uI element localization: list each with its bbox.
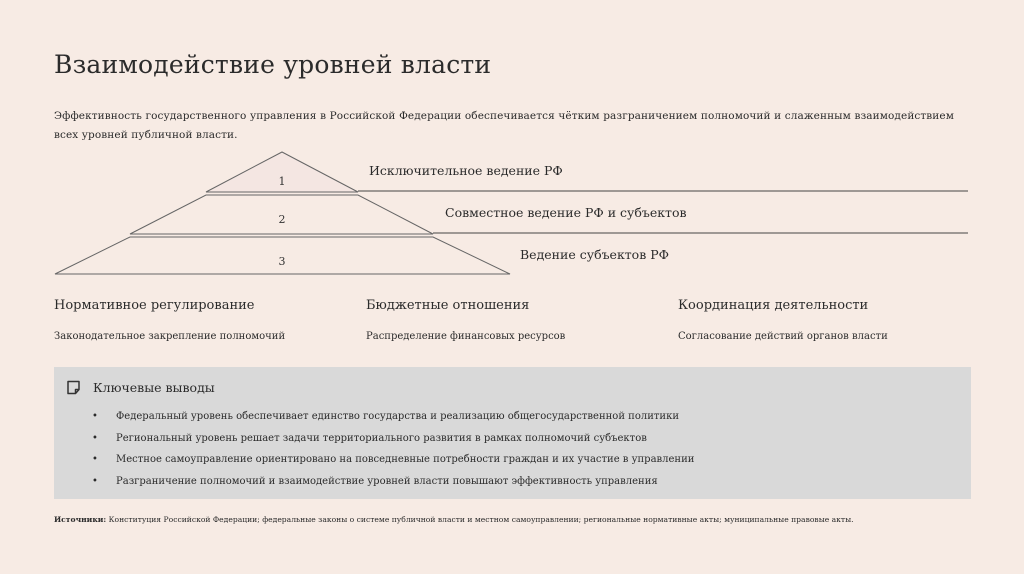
intro-paragraph: Эффективность государственного управления в Российской Федерации обеспечивается чётким разграничением полномочий и слаженным взаимодействием всех уровней публичной власти. [54,110,954,141]
key-findings-title: Ключевые выводы [93,380,215,395]
key-findings-header [66,380,215,395]
level-1-label: Исключительное ведение РФ [369,163,563,178]
tier-3-number: 3 [278,255,286,268]
column-coordination [678,298,978,342]
list-item: • Федеральный уровень обеспечивает единство государства и реализацию общегосударственной политики [92,411,679,422]
column-text: Законодательное закрепление полномочий [54,331,286,342]
list-item: • Местное самоуправление ориентировано на повседневные потребности граждан и их участие в управлении [92,454,695,465]
list-item-text: Федеральный уровень обеспечивает единство государства и реализацию общегосударственной политики [116,411,679,422]
note-icon [66,380,81,395]
list-item-text: Разграничение полномочий и взаимодействие уровней власти повышают эффективность управления [116,475,658,487]
sources-text: Конституция Российской Федерации; федеральные законы о системе публичной власти и местном самоуправлении; региональные нормативные акты; муниципальные правовые акты. [108,515,854,524]
key-findings-panel [54,367,971,499]
key-findings-list [92,411,694,497]
tier-1-number: 1 [278,175,286,188]
column-heading: Нормативное регулирование [54,298,255,313]
level-2-label: Совместное ведение РФ и субъектов [445,205,687,220]
column-budget [366,298,666,342]
column-heading: Координация деятельности [678,298,869,313]
column-text: Распределение финансовых ресурсов [366,331,566,342]
sources-note [54,515,854,524]
tier-2-number: 2 [278,213,286,226]
list-item: • Региональный уровень решает задачи территориального развития в рамках полномочий субъектов [92,432,647,444]
column-regulation [54,298,354,342]
sources-label: Источники: [54,515,107,524]
level-3-label: Ведение субъектов РФ [520,247,669,262]
page-title: Взаимодействие уровней власти [54,50,492,79]
list-item-text: Региональный уровень решает задачи территориального развития в рамках полномочий субъектов [116,432,647,444]
column-heading: Бюджетные отношения [366,298,530,313]
list-item: • Разграничение полномочий и взаимодействие уровней власти повышают эффективность управления [92,475,658,487]
column-text: Согласование действий органов власти [678,331,888,342]
list-item-text: Местное самоуправление ориентировано на повседневные потребности граждан и их участие в управлении [116,454,695,465]
